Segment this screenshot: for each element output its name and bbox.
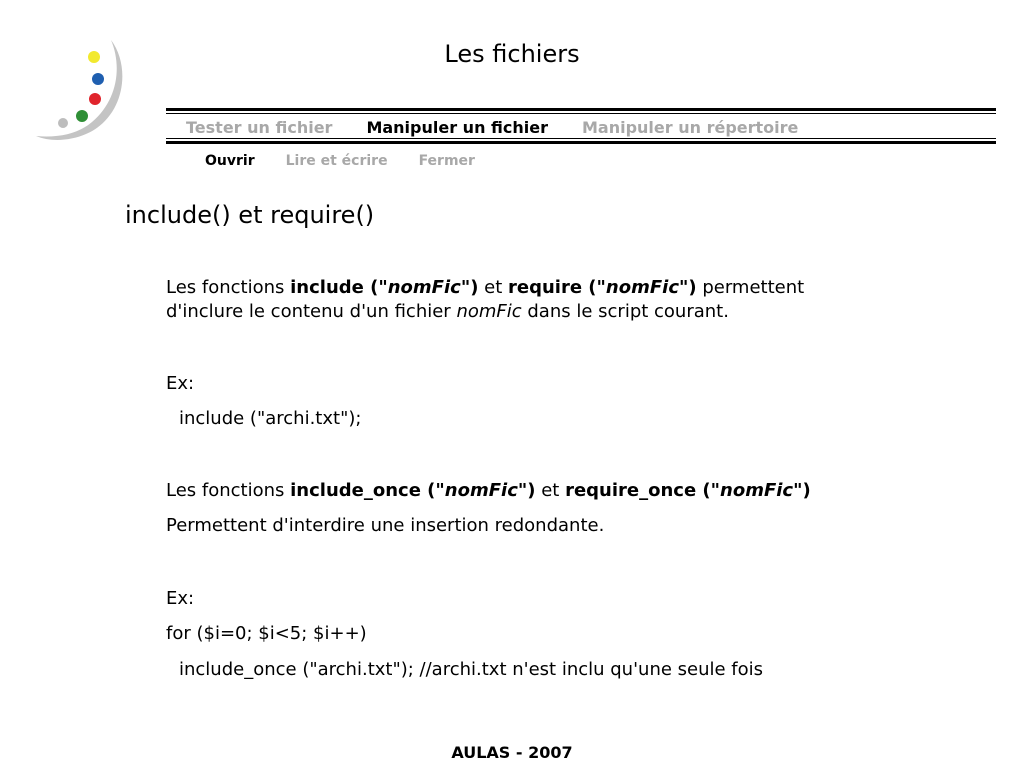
tab-manipuler-un-repertoire[interactable]: Manipuler un répertoire <box>581 117 799 137</box>
p1-text-et: et <box>478 277 508 298</box>
p2-include-once-close: ") <box>517 480 536 501</box>
subtab-lire-et-ecrire[interactable]: Lire et écrire <box>285 153 388 169</box>
example-2-code-line1: for ($i=0; $i<5; $i++) <box>166 623 367 644</box>
p1-text-1: Les fonctions <box>166 277 291 298</box>
p1-nomfic-2: nomFic <box>605 277 679 298</box>
p2-nomfic-2: nomFic <box>720 480 794 501</box>
p1-line2-nomfic: nomFic <box>456 301 522 322</box>
tab-tester-un-fichier[interactable]: Tester un fichier <box>186 117 333 137</box>
example-1-code: include ("archi.txt"); <box>179 408 362 429</box>
slide-title: Les fichiers <box>444 40 580 68</box>
paragraph-include-once <box>166 479 811 503</box>
logo-dot-grey-icon <box>58 118 68 128</box>
section-heading: include() et require() <box>125 201 375 229</box>
footer: AULAS - 2007 <box>451 743 573 762</box>
tab-manipuler-un-fichier[interactable]: Manipuler un fichier <box>366 117 548 137</box>
subtab-fermer[interactable]: Fermer <box>418 153 475 169</box>
nav-bottom-rule <box>166 141 996 144</box>
p1-line2-c: dans le script courant. <box>521 301 729 322</box>
p2-text-1: Les fonctions <box>166 480 291 501</box>
p2-include-once-open: include_once (" <box>290 480 445 501</box>
nav-top-rule-thin <box>166 113 996 114</box>
paragraph-include-require <box>166 276 804 300</box>
p2-text-et: et <box>535 480 566 501</box>
nav-tabs <box>186 116 832 138</box>
logo-dot-blue-icon <box>92 73 104 85</box>
nav-top-rule <box>166 108 996 111</box>
p1-line2-a: d'inclure le contenu d'un fichier <box>166 301 457 322</box>
p1-nomfic-1: nomFic <box>387 277 461 298</box>
p1-text-permettent: permettent <box>696 277 805 298</box>
subnav-tabs <box>205 152 506 170</box>
p1-require-close: ") <box>679 277 697 298</box>
nav-bottom-rule-thin <box>166 138 996 139</box>
p1-include-open: include (" <box>290 277 388 298</box>
paragraph-include-require-line2 <box>166 300 729 324</box>
logo-dot-green-icon <box>76 110 88 122</box>
p1-include-close: ") <box>460 277 479 298</box>
logo-dot-red-icon <box>89 93 101 105</box>
subtab-ouvrir[interactable]: Ouvrir <box>205 153 255 169</box>
paragraph-include-once-line2: Permettent d'interdire une insertion redondante. <box>166 515 605 536</box>
p2-require-once-close: ") <box>793 480 811 501</box>
p1-require-open: require (" <box>508 277 606 298</box>
example-2-label: Ex: <box>166 588 195 609</box>
p2-nomfic-1: nomFic <box>444 480 518 501</box>
example-2-code-line2: include_once ("archi.txt"); //archi.txt n'est inclu qu'une seule fois <box>179 659 764 680</box>
example-1-label: Ex: <box>166 373 195 394</box>
p2-require-once-open: require_once (" <box>565 480 721 501</box>
